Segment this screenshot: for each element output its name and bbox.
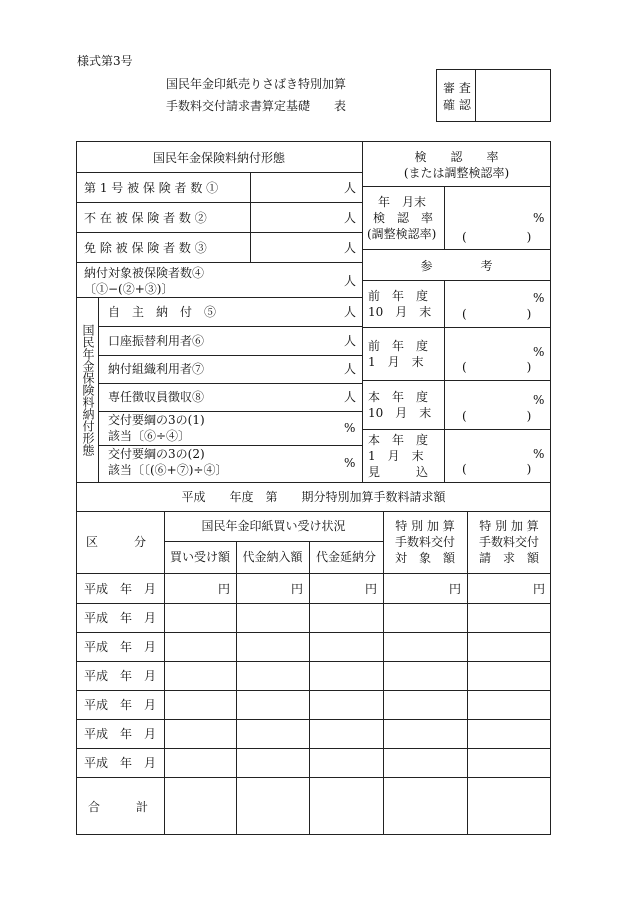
col-header-paid-amount: 代金納入額 (242, 550, 303, 564)
yen-unit: 円 (365, 582, 378, 596)
row-unit: 人 (344, 362, 357, 376)
yen-unit: 円 (449, 582, 462, 596)
period-title: 平成 年度 第 期分特別加算手数料請求額 (181, 490, 446, 504)
approval-rate-header: 検 認 率 (414, 150, 499, 164)
col-header-target: 特 別 加 算 (395, 519, 455, 533)
col-header-target: 対 象 額 (394, 551, 455, 565)
col-header-deferred-amount: 代金延納分 (315, 550, 376, 564)
col-header-request: 特 別 加 算 (479, 519, 539, 533)
year-end-label: 検 認 率 (373, 211, 434, 225)
percent-unit: % (533, 211, 545, 225)
yen-unit: 円 (218, 582, 231, 596)
col-header-kubun: 区 分 (86, 535, 147, 549)
guideline-2-field[interactable] (250, 446, 362, 482)
row-unit: 人 (344, 390, 357, 404)
row-label-payment-org: 納付組織利用者⑦ (108, 362, 205, 376)
form-title-line1: 国民年金印紙売りさばき特別加算 (166, 77, 347, 91)
exempt-count-field[interactable] (251, 233, 362, 262)
yen-unit: 円 (291, 582, 304, 596)
table-row-period: 平成 年 月 (84, 727, 157, 741)
insured-count-field[interactable] (251, 173, 362, 202)
confirm-label: 確 認 (443, 98, 471, 112)
ref-rate-field[interactable] (445, 430, 551, 482)
approval-rate-subheader: (または調整検認率) (403, 166, 510, 180)
row-label-guideline-2: 交付要綱の3の(2) (108, 447, 205, 461)
row-unit: 人 (344, 181, 357, 195)
table-row-period: 平成 年 月 (84, 640, 157, 654)
row-unit: 人 (344, 274, 357, 288)
self-pay-field[interactable] (250, 298, 362, 326)
guideline-1-field[interactable] (250, 412, 362, 445)
row-label-guideline-1: 交付要綱の3の(1) (108, 413, 205, 427)
payment-form-header: 国民年金保険料納付形態 (152, 151, 285, 165)
col-header-purchase-amount: 買い受け額 (169, 550, 230, 564)
col-header-request: 手数料交付 (478, 535, 539, 549)
table-row-period: 平成 年 月 (84, 698, 157, 712)
yen-unit: 円 (533, 582, 546, 596)
row-label-guideline-2-formula: 該当〔〔(⑥+⑦)÷④〕 (108, 463, 228, 477)
year-end-label: 年 月末 (378, 195, 427, 209)
percent-unit: % (533, 291, 545, 305)
col-header-request: 請 求 額 (478, 551, 539, 565)
review-stamp-field[interactable] (476, 70, 550, 121)
row-unit: 人 (344, 211, 357, 225)
col-group-header-purchase: 国民年金印紙買い受け状況 (201, 519, 346, 533)
paren-field: ( ) (462, 462, 532, 476)
ref-label: 本 年 度 (368, 433, 429, 447)
ref-label: 本 年 度 (368, 390, 429, 404)
row-label-target-formula: 〔①−(②+③)〕 (84, 282, 174, 296)
ref-label: 前 年 度 (368, 339, 429, 353)
row-unit: 人 (344, 334, 357, 348)
payment-org-field[interactable] (250, 356, 362, 383)
ref-label: 10 月 末 (368, 406, 432, 420)
table-row-period: 平成 年 月 (84, 611, 157, 625)
row-label-absent: 不 在 被 保 険 者 数 ② (84, 211, 207, 225)
row-label-self-pay: 自 主 納 付 ⑤ (108, 305, 217, 319)
collector-field[interactable] (250, 384, 362, 411)
row-label-insured: 第 1 号 被 保 険 者 数 ① (84, 181, 219, 195)
row-label-target: 納付対象被保険者数④ (84, 266, 205, 280)
row-unit-percent: % (344, 421, 356, 435)
row-unit: 人 (344, 305, 357, 319)
paren-field: ( ) (462, 230, 532, 244)
percent-unit: % (533, 393, 545, 407)
paren-field: ( ) (462, 360, 532, 374)
row-label-exempt: 免 除 被 保 険 者 数 ③ (84, 241, 207, 255)
year-end-label: (調整検認率) (367, 227, 437, 241)
col-header-target: 手数料交付 (394, 535, 455, 549)
ref-label: 見 込 (368, 465, 429, 479)
paren-field: ( ) (462, 409, 532, 423)
ref-rate-field[interactable] (445, 328, 551, 380)
form-number: 様式第3号 (77, 54, 133, 68)
table-row-period: 平成 年 月 (84, 756, 157, 770)
ref-rate-field[interactable] (445, 281, 551, 327)
year-end-rate-field[interactable] (445, 187, 551, 249)
row-label-collector: 専任徴収員徴収⑧ (108, 390, 205, 404)
ref-label: 前 年 度 (368, 289, 429, 303)
group-vertical-label: 国民年金保険料納付形態 (81, 324, 95, 456)
row-label-guideline-1-formula: 該当〔⑥÷④〕 (108, 429, 191, 443)
table-row-period: 平成 年 月 (84, 582, 157, 596)
target-count-field[interactable] (251, 263, 362, 297)
amount-input-area[interactable] (165, 574, 551, 834)
row-label-account-transfer: 口座振替利用者⑥ (108, 334, 205, 348)
review-label: 審 査 (443, 81, 471, 95)
ref-label: 1 月 末 (368, 355, 424, 369)
ref-rate-field[interactable] (445, 381, 551, 429)
ref-label: 1 月 末 (368, 449, 424, 463)
ref-label: 10 月 末 (368, 305, 432, 319)
percent-unit: % (533, 345, 545, 359)
reference-header: 参 考 (420, 259, 493, 273)
absent-count-field[interactable] (251, 203, 362, 232)
table-row-period: 平成 年 月 (84, 669, 157, 683)
paren-field: ( ) (462, 307, 532, 321)
form-title-line2: 手数料交付請求書算定基礎 表 (166, 99, 347, 113)
table-row-total: 合 計 (88, 800, 149, 814)
row-unit-percent: % (344, 456, 356, 470)
account-transfer-field[interactable] (250, 327, 362, 355)
row-unit: 人 (344, 241, 357, 255)
percent-unit: % (533, 447, 545, 461)
